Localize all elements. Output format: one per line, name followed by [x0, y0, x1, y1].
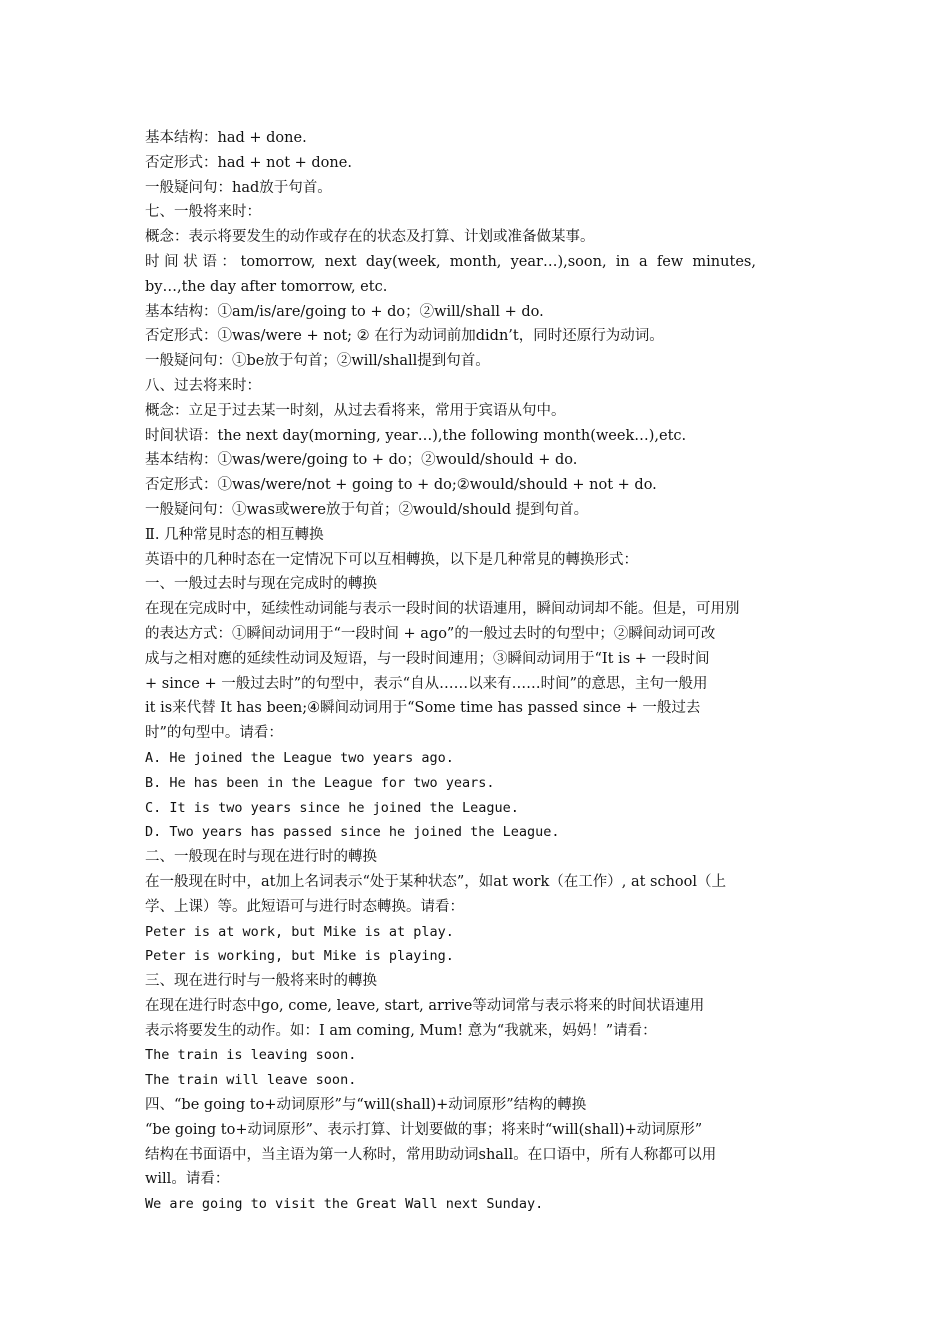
example-sentence: Peter is at work, but Mike is at play. — [145, 923, 454, 940]
text-line-concept: 概念：表示将要发生的动作或存在的状态及打算、计划或准备做某事。 — [145, 229, 595, 246]
paragraph-line: will。请看： — [145, 1171, 230, 1188]
text-line-concept: 概念：立足于过去某一时刻，从过去看将来，常用于宾语从句中。 — [145, 402, 566, 419]
text-line-time-adverbials-cont: by…,the day after tomorrow, etc. — [145, 278, 388, 295]
paragraph-line: it is来代替 It has been;④瞬间动词用于“Some time has passed since + 一般过去 — [145, 700, 701, 717]
section-heading-present-to-progressive: 二、一般现在时与现在进行时的轉换 — [145, 849, 377, 866]
paragraph-line: 学、上课）等。此短语可与进行时态轉换。请看： — [145, 898, 464, 915]
paragraph-line: 在一般现在时中，at加上名词表示“处于某种状态”，如at work（在工作）, at school（上 — [145, 873, 727, 890]
text-line-basic-structure: 基本结构：had + done. — [145, 130, 307, 146]
example-sentence: Peter is working, but Mike is playing. — [145, 948, 454, 965]
example-sentence-a: A. He joined the League two years ago. — [145, 749, 454, 766]
text-line-time-adverbials: 时 间 状 语 ： tomorrow, next day(week, month, year…),soon, in a few minutes, — [145, 253, 756, 270]
example-sentence-d: D. Two years has passed since he joined the League. — [145, 824, 560, 841]
paragraph-line: 在现在完成时中，延续性动词能与表示一段时间的状语連用，瞬间动词却不能。但是，可用別 — [145, 601, 740, 618]
document-page — [145, 126, 807, 1217]
section-heading-going-to-vs-will: 四、“be going to+动词原形”与“will(shall)+动词原形”结构的轉换 — [145, 1097, 587, 1114]
paragraph-line: 在现在进行时态中go, come, leave, start, arrive等动词常与表示将来的时间状语連用 — [145, 997, 705, 1014]
section-heading-past-future: 八、过去将来时： — [145, 377, 261, 394]
part-heading-tense-conversion: Ⅱ. 几种常見时态的相互轉换 — [145, 526, 324, 543]
text-line-basic-structure: 基本结构：①am/is/are/going to + do；②will/shall + do. — [145, 303, 544, 320]
text-line-negative-form: 否定形式：①was/were + not; ② 在行为动词前加didn’t，同时还原行为动词。 — [145, 328, 664, 345]
paragraph-line: “be going to+动词原形”、表示打算、计划要做的事；将来时“will(shall)+动词原形” — [145, 1121, 703, 1138]
paragraph-line: + since + 一般过去时”的句型中，表示“自从……以来有……时间”的意思，主句一般用 — [145, 675, 708, 692]
example-sentence-c: C. It is two years since he joined the League. — [145, 799, 519, 816]
section-heading-simple-future: 七、一般将来时： — [145, 204, 261, 221]
text-line-negative-form: 否定形式：had + not + done. — [145, 154, 352, 171]
example-sentence: The train is leaving soon. — [145, 1047, 357, 1064]
text-line-negative-form: 否定形式：①was/were/not + going to + do;②would/should + not + do. — [145, 477, 657, 494]
paragraph-line: 表示将要发生的动作。如：I am coming, Mum! 意为“我就来，妈妈！”请看： — [145, 1022, 657, 1039]
text-line-time-adverbials: 时间状语：the next day(morning, year…),the following month(week…),etc. — [145, 427, 687, 444]
text-line-basic-structure: 基本结构：①was/were/going to + do；②would/should + do. — [145, 452, 578, 469]
example-sentence: We are going to visit the Great Wall next Sunday. — [145, 1196, 544, 1213]
text-line-question-form: 一般疑问句：①be放于句首；②will/shall提到句首。 — [145, 353, 490, 370]
text-line-question-form: 一般疑问句：had放于句首。 — [145, 179, 332, 196]
text-line-question-form: 一般疑问句：①was或were放于句首；②would/should 提到句首。 — [145, 501, 589, 518]
example-sentence-b: B. He has been in the League for two years. — [145, 774, 495, 791]
text-line-intro: 英语中的几种时态在一定情况下可以互相轉换，以下是几种常見的轉换形式： — [145, 551, 638, 568]
section-heading-progressive-to-future: 三、现在进行时与一般将来时的轉换 — [145, 973, 377, 990]
example-sentence: The train will leave soon. — [145, 1072, 357, 1089]
paragraph-line: 成与之相对應的延续性动词及短语，与一段时间連用；③瞬间动词用于“It is + 一段时间 — [145, 650, 710, 667]
section-heading-past-to-perfect: 一、一般过去时与现在完成时的轉换 — [145, 576, 377, 593]
paragraph-line: 结构在书面语中，当主语为第一人称时，常用助动词shall。在口语中，所有人称都可以用 — [145, 1146, 717, 1163]
paragraph-line: 的表达方式：①瞬间动词用于“一段时间 + ago”的一般过去时的句型中；②瞬间动词可改 — [145, 625, 716, 642]
paragraph-line: 时”的句型中。请看： — [145, 725, 283, 742]
